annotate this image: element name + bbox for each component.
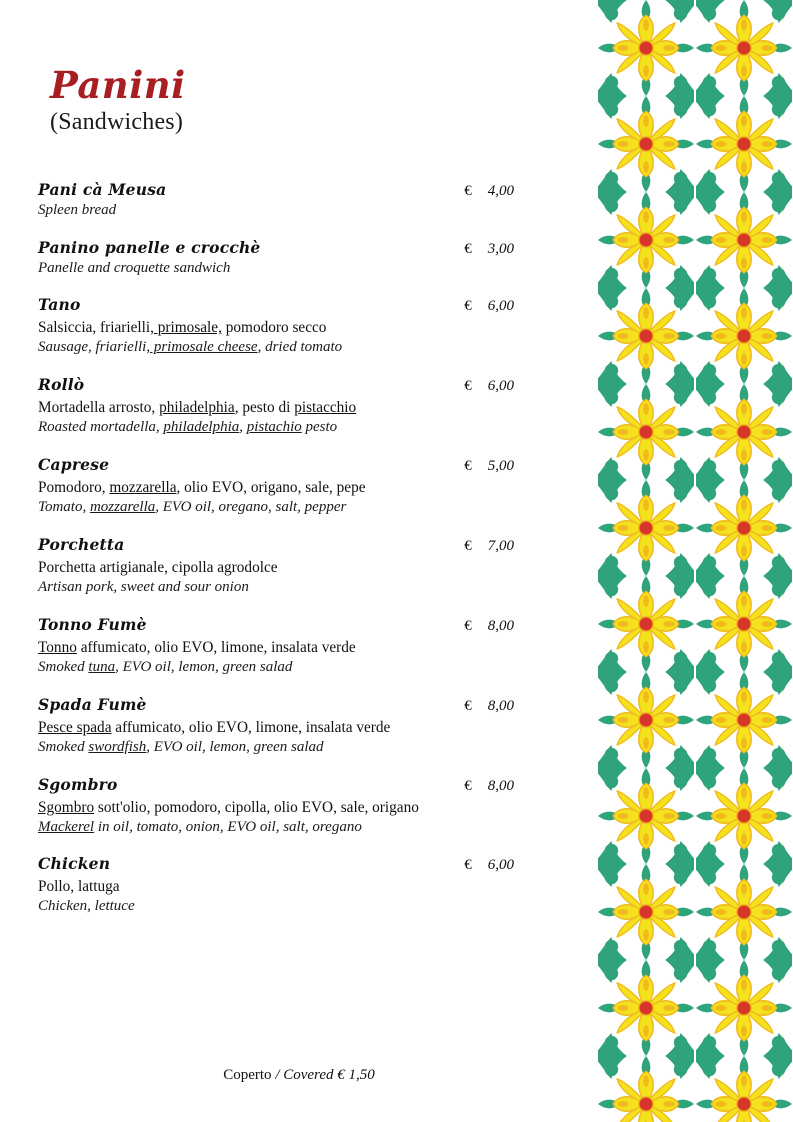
menu-item-description-it (38, 798, 556, 817)
menu-item-price (464, 241, 556, 258)
price-value: 8,00 (487, 777, 514, 794)
decorative-tile-strip (598, 0, 793, 1122)
menu-item-name: Rollò (38, 375, 85, 395)
sicilian-majolica-flower-tile (696, 576, 792, 672)
ingredient-text: pomodoro secco (221, 319, 327, 337)
sicilian-majolica-flower-tile (696, 96, 792, 192)
menu-item-header (38, 615, 556, 635)
menu-item-header (38, 695, 556, 715)
ingredient-text: Chicken, lettuce (38, 898, 135, 915)
ingredient-text: sott'olio, pomodoro, cipolla, olio EVO, sale, origano (94, 798, 419, 816)
menu-item-header (38, 775, 556, 795)
menu-item-price (464, 378, 556, 395)
menu-item-name: Tonno Fumè (38, 614, 147, 634)
currency-symbol: € (464, 537, 472, 554)
menu-item-name: Porchetta (38, 534, 125, 554)
ingredient-text: , EVO oil, lemon, green salad (115, 658, 293, 675)
menu-item-price (464, 778, 556, 795)
ingredient-highlight: mozzarella (109, 479, 177, 497)
menu-item-price (464, 538, 556, 555)
price-value: 4,00 (487, 182, 514, 199)
ingredient-highlight: pistacchio (294, 399, 357, 417)
ingredient-text: in oil, tomato, onion, EVO oil, salt, oregano (94, 818, 362, 835)
menu-item (38, 295, 556, 357)
menu-item-description-en (38, 498, 556, 517)
ingredient-text: Panelle and croquette sandwich (38, 259, 231, 276)
menu-item (38, 238, 556, 278)
menu-item (38, 854, 556, 916)
menu-item-header (38, 854, 556, 874)
ingredient-text: Pomodoro, (38, 479, 110, 497)
ingredient-highlight: Sgombro (38, 798, 95, 816)
menu-item-header (38, 238, 556, 258)
menu-item-description-en (38, 578, 556, 597)
sicilian-majolica-flower-tile (598, 0, 694, 96)
ingredient-text: affumicato, olio EVO, limone, insalata verde (111, 718, 391, 736)
menu-item-description-en (38, 259, 556, 278)
ingredient-text: , pesto di (234, 399, 295, 417)
ingredient-highlight: Tonno (38, 638, 77, 656)
sicilian-majolica-flower-tile (696, 0, 792, 96)
currency-symbol: € (464, 182, 472, 199)
currency-symbol: € (464, 458, 472, 475)
ingredient-text: Tomato, (38, 499, 90, 516)
menu-item-description-en (38, 738, 556, 757)
sicilian-majolica-flower-tile (598, 576, 694, 672)
menu-item-header (38, 180, 556, 200)
price-value: 3,00 (487, 240, 514, 257)
sicilian-majolica-flower-tile (598, 768, 694, 864)
menu-item-header (38, 295, 556, 315)
ingredient-highlight: tuna (88, 658, 116, 675)
price-value: 8,00 (487, 697, 514, 714)
menu-item-description-en (38, 897, 556, 916)
menu-item-price (464, 857, 556, 874)
ingredient-highlight: philadelphia (163, 419, 240, 436)
menu-item-price (464, 618, 556, 635)
menu-item-name: Pani cà Meusa (38, 179, 167, 199)
menu-item (38, 180, 556, 220)
sicilian-majolica-flower-tile (696, 384, 792, 480)
currency-symbol: € (464, 298, 472, 315)
cover-charge-label-en: Covered € 1,50 (283, 1067, 375, 1083)
ingredient-text: Pollo, lattuga (38, 878, 120, 896)
menu-item-header (38, 535, 556, 555)
currency-symbol: € (464, 617, 472, 634)
currency-symbol: € (464, 240, 472, 257)
ingredient-highlight: primosale cheese (150, 339, 258, 356)
menu-item (38, 695, 556, 757)
ingredient-text: Smoked (38, 738, 89, 755)
menu-item-description-it (38, 478, 556, 497)
ingredient-text: Sausage, friarielli, (38, 339, 151, 356)
ingredient-text: , olio EVO, origano, sale, pepe (176, 479, 366, 497)
ingredient-highlight: primosale, (153, 319, 222, 337)
sicilian-majolica-flower-tile (696, 192, 792, 288)
sicilian-majolica-flower-tile (598, 672, 694, 768)
ingredient-text: Mortadella arrosto, (38, 399, 160, 417)
ingredient-highlight: swordfish (88, 738, 147, 755)
menu-item (38, 615, 556, 677)
menu-item-price (464, 458, 556, 475)
currency-symbol: € (464, 697, 472, 714)
sicilian-majolica-flower-tile (696, 960, 792, 1056)
page-title (50, 63, 556, 136)
menu-item-list (38, 180, 556, 916)
menu-item-name: Chicken (38, 854, 111, 874)
ingredient-text: , EVO oil, oregano, salt, pepper (155, 499, 347, 516)
menu-section-title: Panini (50, 63, 186, 107)
menu-item-name: Sgombro (38, 774, 118, 794)
menu-item-description-it (38, 718, 556, 737)
ingredient-text: , (239, 419, 247, 436)
ingredient-text: Roasted mortadella, (38, 419, 164, 436)
menu-item-description-en (38, 338, 556, 357)
sicilian-majolica-flower-tile (598, 960, 694, 1056)
sicilian-majolica-flower-tile (598, 192, 694, 288)
menu-footer (0, 1067, 598, 1084)
menu-item-header (38, 375, 556, 395)
ingredient-highlight: mozzarella (89, 499, 156, 516)
menu-item-name: Spada Fumè (38, 694, 147, 714)
price-value: 8,00 (487, 617, 514, 634)
menu-item-header (38, 455, 556, 475)
ingredient-highlight: philadelphia (159, 399, 235, 417)
menu-item-description-en (38, 201, 556, 220)
menu-item-name: Tano (38, 295, 81, 315)
sicilian-majolica-flower-tile (696, 864, 792, 960)
menu-item-description-it (38, 877, 556, 896)
ingredient-text: Smoked (38, 658, 89, 675)
sicilian-majolica-flower-tile (696, 672, 792, 768)
menu-item-name: Panino panelle e crocchè (38, 237, 261, 257)
menu-item (38, 455, 556, 517)
price-value: 7,00 (487, 537, 514, 554)
currency-symbol: € (464, 857, 472, 874)
menu-item-description-it (38, 558, 556, 577)
menu-section-subtitle: (Sandwiches) (50, 108, 184, 135)
cover-charge-label-it: Coperto (223, 1067, 272, 1083)
sicilian-majolica-flower-tile (598, 480, 694, 576)
sicilian-majolica-flower-tile (598, 288, 694, 384)
sicilian-majolica-flower-tile (696, 1056, 792, 1122)
menu-item-price (464, 183, 556, 200)
sicilian-majolica-flower-tile (598, 384, 694, 480)
menu-item-price (464, 298, 556, 315)
ingredient-text: Spleen bread (38, 201, 117, 218)
ingredient-text: , dried tomato (257, 339, 343, 356)
ingredient-text: affumicato, olio EVO, limone, insalata verde (76, 638, 356, 656)
sicilian-majolica-flower-tile (696, 288, 792, 384)
ingredient-text: Salsiccia, friarielli, (38, 319, 154, 337)
sicilian-majolica-flower-tile (696, 768, 792, 864)
menu-item (38, 535, 556, 597)
menu-item (38, 775, 556, 837)
menu-item-price (464, 698, 556, 715)
menu-item-description-it (38, 318, 556, 337)
ingredient-highlight: Pesce spada (38, 718, 112, 736)
ingredient-highlight: pistachio (246, 419, 302, 436)
sicilian-majolica-flower-tile (598, 864, 694, 960)
menu-item-name: Caprese (38, 455, 110, 475)
currency-symbol: € (464, 378, 472, 395)
ingredient-text: Porchetta artigianale, cipolla agrodolce (38, 558, 278, 576)
menu-item-description-it (38, 638, 556, 657)
menu-item-description-en (38, 658, 556, 677)
price-value: 5,00 (487, 458, 514, 475)
cover-charge-separator: / (275, 1067, 280, 1083)
price-value: 6,00 (487, 378, 514, 395)
menu-item-description-en (38, 818, 556, 837)
menu-item-description-en (38, 418, 556, 437)
price-value: 6,00 (487, 857, 514, 874)
currency-symbol: € (464, 777, 472, 794)
ingredient-text: pesto (301, 419, 338, 436)
ingredient-highlight: Mackerel (38, 818, 95, 835)
price-value: 6,00 (487, 298, 514, 315)
sicilian-majolica-flower-tile (696, 480, 792, 576)
ingredient-text: , EVO oil, lemon, green salad (146, 738, 324, 755)
ingredient-text: Artisan pork, sweet and sour onion (38, 579, 249, 596)
sicilian-majolica-flower-tile (598, 1056, 694, 1122)
menu-item (38, 375, 556, 437)
sicilian-majolica-flower-tile (598, 96, 694, 192)
menu-item-description-it (38, 398, 556, 417)
